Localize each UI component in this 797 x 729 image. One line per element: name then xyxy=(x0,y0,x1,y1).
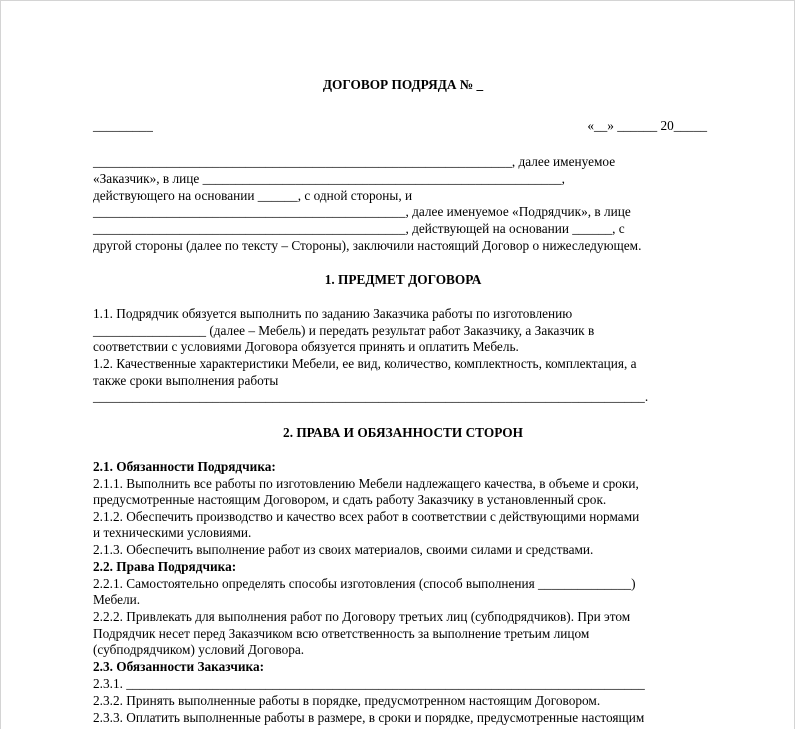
preamble-line: действующего на основании ______, с одной стороны, и xyxy=(93,188,413,203)
preamble-line: другой стороны (далее по тексту – Стороны), заключили настоящий Договор о нижеследующем. xyxy=(93,238,642,253)
date-line: «__» ______ 20_____ xyxy=(587,118,707,133)
paragraph-line: соответствии с условиями Договора обязуется принять и оплатить Мебель. xyxy=(93,339,519,354)
paragraph-line: Подрядчик несет перед Заказчиком всю ответственность за выполнение третьим лицом xyxy=(93,626,590,641)
preamble-line: _______________________________________________, далее именуемое «Подрядчик», в лице xyxy=(93,204,631,219)
document-title: ДОГОВОР ПОДРЯДА № _ xyxy=(322,77,484,92)
paragraph-line: 1.2. Качественные характеристики Мебели, ее вид, количество, комплектность, комплектация, а xyxy=(93,356,637,371)
paragraph-line: (субподрядчиком) условий Договора. xyxy=(93,642,305,657)
section-2-heading: 2. ПРАВА И ОБЯЗАННОСТИ СТОРОН xyxy=(283,425,523,440)
paragraph-line: ___________________________________________________________________________________. xyxy=(93,389,649,404)
paragraph-line: _________________ (далее – Мебель) и передать результат работ Заказчику, а Заказчик в xyxy=(93,323,595,338)
subsection-heading: 2.1. Обязанности Подрядчика: xyxy=(93,459,276,474)
paragraph-line: 2.2.1. Самостоятельно определять способы изготовления (способ выполнения ______________) xyxy=(93,576,636,591)
paragraph-line: 1.1. Подрядчик обязуется выполнить по заданию Заказчика работы по изготовлению xyxy=(93,306,573,321)
paragraph-line: Мебели. xyxy=(93,592,141,607)
paragraph-line: 2.3.2. Принять выполненные работы в порядке, предусмотренном настоящим Договором. xyxy=(93,693,601,708)
subsection-heading: 2.2. Права Подрядчика: xyxy=(93,559,237,574)
paragraph-line: 2.3.3. Оплатить выполненные работы в размере, в сроки и порядке, предусмотренные настоящим xyxy=(93,710,645,725)
paragraph-line: 2.2.2. Привлекать для выполнения работ по Договору третьих лиц (субподрядчиков). При этом xyxy=(93,609,631,624)
preamble-line: _______________________________________________________________, далее именуемое xyxy=(93,154,616,169)
paragraph-line: и техническими условиями. xyxy=(93,525,252,540)
section-1-heading: 1. ПРЕДМЕТ ДОГОВОРА xyxy=(324,272,482,287)
subsection-heading: 2.3. Обязанности Заказчика: xyxy=(93,659,265,674)
paragraph-line: предусмотренные настоящим Договором, и сдать работу Заказчику в установленный срок. xyxy=(93,492,607,507)
paragraph-line: 2.3.1. ______________________________________________________________________________ xyxy=(93,676,645,691)
preamble-line: «Заказчик», в лице ______________________________________________________, xyxy=(93,171,565,186)
paragraph-line: 2.1.2. Обеспечить производство и качество всех работ в соответствии с действующими нормами xyxy=(93,509,640,524)
paragraph-line: 2.1.3. Обеспечить выполнение работ из своих материалов, своими силами и средствами. xyxy=(93,542,594,557)
preamble-line: _______________________________________________, действующей на основании ______, с xyxy=(93,221,625,236)
paragraph-line: также сроки выполнения работы xyxy=(93,373,279,388)
place-blank: _________ xyxy=(93,118,153,133)
paragraph-line: 2.1.1. Выполнить все работы по изготовлению Мебели надлежащего качества, в объеме и сроки, xyxy=(93,476,639,491)
